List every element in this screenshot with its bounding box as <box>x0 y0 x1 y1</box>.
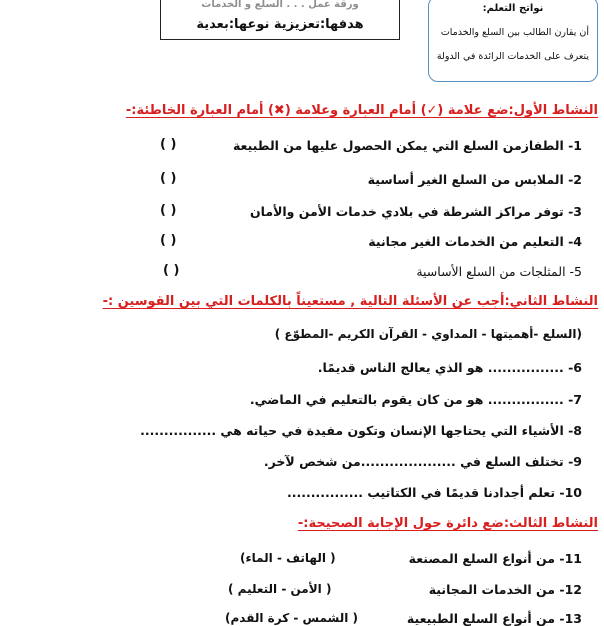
fill-blank-item: 7- ................ هو من كان يقوم بالتعليم في الماضي. <box>249 392 582 407</box>
multiple-choice-item: 13- من أنواع السلع الطبيعية <box>406 611 582 626</box>
answer-choices[interactable]: ( الهاتف - الماء) <box>240 551 336 565</box>
answer-parentheses[interactable]: ( ) <box>160 233 177 248</box>
fill-blank-item: 10- تعلم أجدادنا قديمًا في الكتاتيب ................ <box>286 485 582 500</box>
multiple-choice-item: 11- من أنواع السلع المصنعة <box>408 551 582 566</box>
activity1-title: النشاط الأول:ضع علامة (✓) أمام العبارة وعلامة (✖) أمام العبارة الخاطئة:- <box>125 103 598 118</box>
true-false-item: 3- توفر مراكز الشرطة في بلادي خدمات الأمن والأمان <box>249 204 582 219</box>
answer-parentheses[interactable]: ( ) <box>160 203 177 218</box>
activity3-title: النشاط الثالث:ضع دائرة حول الإجابة الصحيحة:- <box>297 516 598 531</box>
true-false-item: 2- الملابس من السلع الغير أساسية <box>367 172 582 187</box>
fill-blank-item: 9- تختلف السلع في ....................من شخص لآخر. <box>263 454 582 469</box>
answer-parentheses[interactable]: ( ) <box>160 137 177 152</box>
learning-outcomes-box <box>428 0 598 82</box>
true-false-item: 1- الطفازمن السلع التي يمكن الحصول عليها من الطبيعة <box>232 138 582 153</box>
outcome-item: أن يقارن الطالب بين السلع والخدمات <box>440 27 589 38</box>
answer-choices[interactable]: ( الشمس - كرة القدم) <box>225 611 359 625</box>
activity2-title: النشاط الثاني:أجب عن الأسئلة التالية , مستعيناً بالكلمات التي بين القوسين :- <box>102 294 598 309</box>
multiple-choice-item: 12- من الخدمات المجانية <box>428 582 582 597</box>
answer-parentheses[interactable]: ( ) <box>163 263 180 278</box>
worksheet-title-cut: ورقة عمل . . . السلع و الخدمات <box>201 0 359 10</box>
outcomes-title: نواتج التعلم: <box>482 3 544 14</box>
fill-blank-item: 8- الأشياء التي يحتاجها الإنسان وتكون مفيدة في حياته هي ................ <box>140 423 582 438</box>
true-false-item: 4- التعليم من الخدمات الغير مجانية <box>368 234 582 249</box>
true-false-item: 5- المثلجات من السلع الأساسية <box>416 264 582 279</box>
fill-blank-item: 6- ................ هو الذي يعالج الناس قديمًا. <box>317 360 582 375</box>
worksheet-goal-line: هدفها:تعزيزية نوعها:بعدية <box>196 17 364 32</box>
outcome-item: يتعرف على الخدمات الرائدة في الدولة <box>436 51 589 62</box>
answer-parentheses[interactable]: ( ) <box>160 171 177 186</box>
answer-choices[interactable]: ( الأمن - التعليم ) <box>228 582 332 596</box>
worksheet-info-box <box>160 0 400 40</box>
word-bank: (السلع -أهميتها - المداوي - القرآن الكريم -المطوّع ) <box>274 327 582 341</box>
